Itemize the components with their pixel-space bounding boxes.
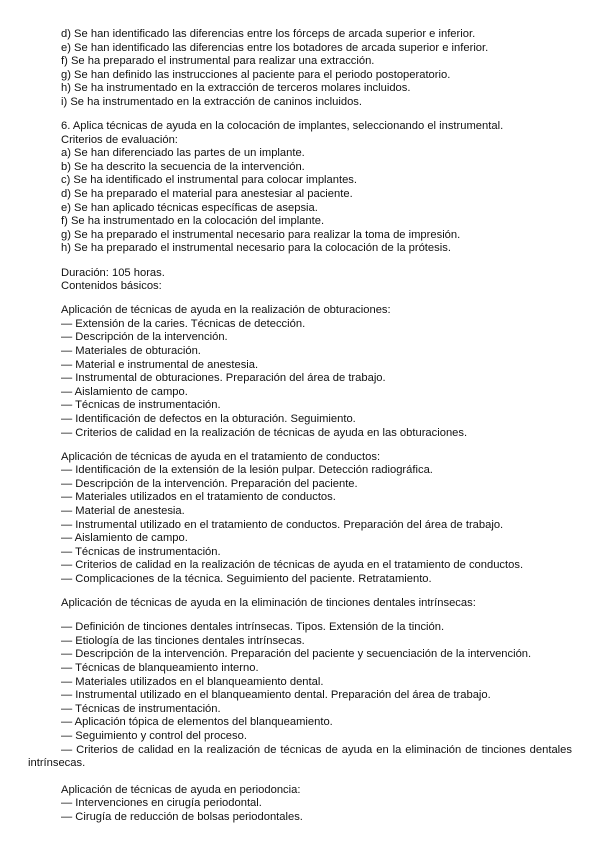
spacer	[28, 440, 572, 451]
list-item: f) Se ha instrumentado en la colocación del implante.	[61, 215, 325, 228]
list-item: — Descripción de la intervención. Preparación del paciente y secuenciación de la intervención.	[61, 648, 532, 661]
list-item: i) Se ha instrumentado en la extracción de caninos incluidos.	[61, 95, 362, 108]
list-item: — Material e instrumental de anestesia.	[61, 358, 259, 371]
list-item: d) Se ha preparado el material para anestesiar al paciente.	[61, 188, 353, 201]
list-item-wrapped-line2: intrínsecas.	[28, 757, 86, 770]
block-conductos	[28, 451, 572, 587]
criteria-list-top	[28, 28, 572, 110]
list-item: — Seguimiento y control del proceso.	[61, 729, 247, 742]
list-item: — Técnicas de instrumentación.	[61, 702, 221, 715]
list-item: e) Se han identificado las diferencias entre los botadores de arcada superior e inferior.	[61, 41, 489, 54]
list-item: — Extensión de la caries. Técnicas de detección.	[61, 317, 306, 330]
list-item: — Aislamiento de campo.	[61, 385, 188, 398]
list-item: — Etiología de las tinciones dentales intrínsecas.	[61, 634, 305, 647]
spacer	[28, 611, 572, 622]
list-item: — Instrumental utilizado en el tratamiento de conductos. Preparación del área de trabajo.	[61, 518, 504, 531]
list-item: — Instrumental de obturaciones. Preparación del área de trabajo.	[61, 372, 386, 385]
section-6	[28, 120, 572, 256]
list-item: d) Se han identificado las diferencias entre los fórceps de arcada superior e inferior.	[61, 28, 476, 40]
list-item: — Identificación de defectos en la obturación. Seguimiento.	[61, 412, 356, 425]
spacer	[28, 587, 572, 598]
list-item: — Instrumental utilizado en el blanqueamiento dental. Preparación del área de trabajo.	[61, 689, 491, 702]
list-item: — Aislamiento de campo.	[61, 532, 188, 545]
list-item: f) Se ha preparado el instrumental para realizar una extracción.	[61, 55, 375, 68]
criteria-label: Criterios de evaluación:	[61, 133, 178, 146]
list-item: — Definición de tinciones dentales intrínsecas. Tipos. Extensión de la tinción.	[61, 621, 445, 634]
list-item: g) Se han definido las instrucciones al paciente para el periodo postoperatorio.	[61, 68, 451, 81]
list-item: — Descripción de la intervención. Preparación del paciente.	[61, 477, 358, 490]
list-item: — Intervenciones en cirugía periodontal.	[61, 797, 262, 810]
block-heading: Aplicación de técnicas de ayuda en la realización de obturaciones:	[61, 304, 391, 317]
spacer	[28, 771, 572, 784]
spacer	[28, 256, 572, 267]
list-item: — Descripción de la intervención.	[61, 331, 228, 344]
section-heading: 6. Aplica técnicas de ayuda en la colocación de implantes, seleccionando el instrumental.	[61, 120, 504, 133]
block-tinciones	[28, 597, 572, 771]
list-item: — Materiales utilizados en el tratamiento de conductos.	[61, 491, 336, 504]
list-item: h) Se ha instrumentado en la extracción de terceros molares incluidos.	[61, 82, 411, 95]
list-item: — Complicaciones de la técnica. Seguimiento del paciente. Retratamiento.	[61, 572, 432, 585]
list-item: — Material de anestesia.	[61, 505, 185, 517]
block-heading: Aplicación de técnicas de ayuda en periodoncia:	[61, 783, 301, 796]
list-item: b) Se ha descrito la secuencia de la intervención.	[61, 160, 305, 173]
spacer	[28, 294, 572, 305]
list-item: — Identificación de la extensión de la lesión pulpar. Detección radiográfica.	[61, 464, 433, 477]
block-periodoncia	[28, 784, 572, 825]
list-item: — Materiales utilizados en el blanqueamiento dental.	[61, 675, 324, 688]
list-item-wrapped-line1: — Criterios de calidad en la realización de técnicas de ayuda en la eliminación de tinciones dentales	[61, 743, 572, 756]
list-item: — Materiales de obturación.	[61, 344, 201, 357]
list-item: — Criterios de calidad en la realización de técnicas de ayuda en el tratamiento de conductos.	[61, 559, 524, 572]
list-item: e) Se han aplicado técnicas específicas de asepsia.	[61, 201, 318, 214]
list-item: — Aplicación tópica de elementos del blanqueamiento.	[61, 716, 333, 729]
contents-label: Contenidos básicos:	[61, 280, 162, 293]
list-item: — Cirugía de reducción de bolsas periodontales.	[61, 810, 303, 823]
list-item: — Criterios de calidad en la realización de técnicas de ayuda en las obturaciones.	[61, 426, 468, 439]
duration-text: Duración: 105 horas.	[61, 266, 165, 279]
block-heading: Aplicación de técnicas de ayuda en el tratamiento de conductos:	[61, 450, 381, 463]
spacer	[28, 110, 572, 121]
list-item: a) Se han diferenciado las partes de un implante.	[61, 147, 305, 160]
list-item: — Técnicas de instrumentación.	[61, 399, 221, 412]
list-item: h) Se ha preparado el instrumental necesario para la colocación de la prótesis.	[61, 242, 451, 255]
list-item: g) Se ha preparado el instrumental necesario para realizar la toma de impresión.	[61, 228, 461, 241]
block-heading: Aplicación de técnicas de ayuda en la eliminación de tinciones dentales intrínsecas:	[61, 597, 476, 610]
block-obturaciones	[28, 304, 572, 440]
list-item: — Técnicas de instrumentación.	[61, 545, 221, 558]
list-item: c) Se ha identificado el instrumental para colocar implantes.	[61, 174, 357, 187]
list-item: — Técnicas de blanqueamiento interno.	[61, 661, 259, 674]
